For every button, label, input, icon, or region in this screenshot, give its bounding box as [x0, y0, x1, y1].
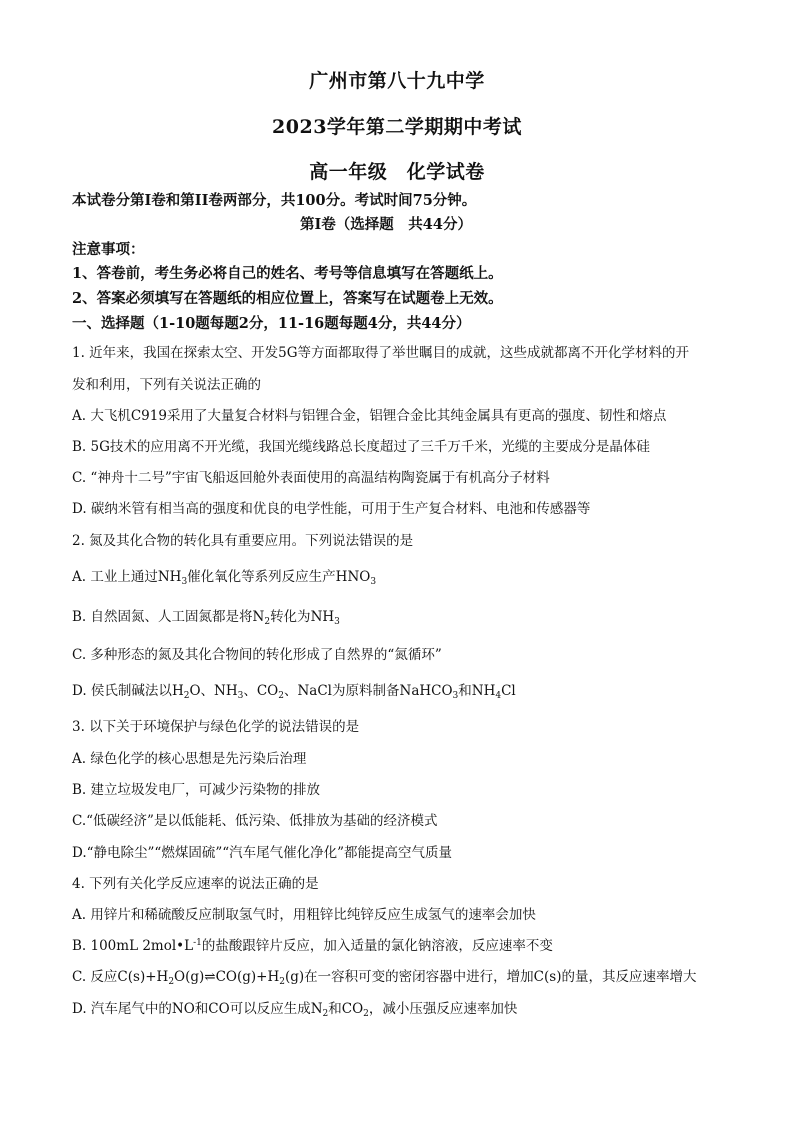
superscript: -1 [193, 938, 202, 948]
q4-stem: 4. 下列有关化学反应速率的说法正确的是 [72, 876, 319, 892]
part-title: 一、选择题（1-10题每题2分，11-16题每题4分，共44分） [72, 315, 471, 332]
formula-text: Cl [501, 683, 516, 699]
q4-d-text: D. 汽车尾气中的NO和CO可以反应生成N [72, 1001, 323, 1017]
q3-option-b: B. 建立垃圾发电厂，可减少污染物的排放 [72, 782, 321, 798]
q2-option-a [72, 565, 376, 585]
q2-option-c: C. 多种形态的氮及其化合物间的转化形成了自然界的“氮循环” [72, 647, 442, 663]
subscript: 2 [183, 691, 190, 701]
q1-stem-line1: 1. 近年来，我国在探索太空、开发5G等方面都取得了举世瞩目的成就，这些成就都离不开化学材料的开 [72, 345, 690, 361]
q1-stem-line2: 发和利用，下列有关说法正确的 [72, 377, 261, 393]
q4-option-a: A. 用锌片和稀硫酸反应制取氢气时，用粗锌比纯锌反应生成氢气的速率会加快 [72, 907, 536, 923]
subscript: 2 [264, 617, 271, 627]
q4-d-text: 和CO [328, 1001, 364, 1017]
formula-text: 、CO [243, 683, 279, 699]
notice-1: 1、答卷前，考生务必将自己的姓名、考号等信息填写在答题纸上。 [72, 265, 503, 282]
q3-stem: 3. 以下关于环境保护与绿色化学的说法错误的是 [72, 719, 360, 735]
q4-option-c [72, 965, 696, 985]
subscript: 2 [278, 691, 284, 701]
subscript: 3 [334, 617, 340, 627]
subscript: 3 [237, 691, 244, 701]
subject-title: 高一年级 化学试卷 [309, 161, 485, 183]
q2-b-text: 转化为 [270, 609, 311, 625]
q2-stem: 2. 氮及其化合物的转化具有重要应用。下列说法错误的是 [72, 533, 414, 549]
formula-nh4cl: NH [471, 683, 496, 699]
subscript: 3 [370, 577, 377, 587]
subscript: 2 [363, 1009, 369, 1019]
formula-text: O、NH [189, 683, 238, 699]
paper-note: 本试卷分第I卷和第II卷两部分，共100分。考试时间75分钟。 [72, 192, 477, 209]
q1-option-c: C. “神舟十二号”宇宙飞船返回舱外表面使用的高温结构陶瓷属于有机高分子材料 [72, 470, 550, 486]
q3-option-a: A. 绿色化学的核心思想是先污染后治理 [72, 751, 307, 767]
formula-text: 、NaCl [283, 683, 332, 699]
subscript: 3 [181, 577, 188, 587]
q1-option-a: A. 大飞机C919采用了大量复合材料与铝锂合金，铝锂合金比其纯金属具有更高的强度、韧性和熔点 [72, 408, 667, 424]
exam-title: 2023学年第二学期期中考试 [272, 116, 522, 138]
notice-title: 注意事项： [72, 241, 145, 258]
q2-a-text: 催化氧化等系列反应生产 [187, 569, 336, 585]
subscript: 2 [168, 977, 175, 987]
subscript: 2 [279, 977, 285, 987]
q2-d-text: 为原料制备 [332, 683, 400, 699]
q2-option-d [72, 679, 516, 699]
q4-d-text: ，减小压强反应速率加快 [368, 1001, 518, 1017]
formula-h2o: H [171, 683, 184, 699]
q4-c-text: (g)在一容积可变的密闭容器中进行，增加C(s)的量，其反应速率增大 [285, 969, 697, 985]
q2-b-text: B. 自然固氮、人工固氮都是将 [72, 609, 253, 625]
q3-option-d: D.“静电除尘”“燃煤固硫”“汽车尾气催化净化”都能提高空气质量 [72, 845, 453, 861]
notice-2: 2、答案必须填写在答题纸的相应位置上，答案写在试题卷上无效。 [72, 290, 503, 307]
q2-d-text: 和 [458, 683, 472, 699]
subscript: 4 [495, 691, 502, 701]
school-title: 广州市第八十九中学 [309, 70, 485, 92]
q4-c-text: C. 反应C(s)+H [72, 969, 169, 985]
q4-c-text: O(g)⇌CO(g)+H [174, 969, 280, 985]
formula-n2: N [252, 609, 265, 625]
q4-option-b [72, 934, 553, 954]
q4-b-text: B. 100mL 2mol•L [72, 938, 194, 954]
q1-option-d: D. 碳纳米管有相当高的强度和优良的电学性能，可用于生产复合材料、电池和传感器等 [72, 501, 591, 517]
q3-option-c: C.“低碳经济”是以低能耗、低污染、低排放为基础的经济模式 [72, 813, 438, 829]
section-title: 第I卷（选择题 共44分） [300, 216, 472, 233]
q2-option-b [72, 605, 340, 625]
q2-d-text: D. 侯氏制碱法以 [72, 683, 172, 699]
q1-option-b: B. 5G技术的应用离不开光缆，我国光缆线路总长度超过了三千万千米，光缆的主要成分是晶体硅 [72, 439, 650, 455]
formula-nh3: NH [157, 569, 182, 585]
q2-a-text: A. 工业上通过 [72, 569, 158, 585]
q4-option-d [72, 997, 517, 1017]
subscript: 2 [322, 1009, 329, 1019]
formula-nahco3: NaHCO [399, 683, 453, 699]
formula-hno3: HNO [335, 569, 371, 585]
subscript: 3 [452, 691, 459, 701]
q4-b-text: 的盐酸跟锌片反应，加入适量的氯化钠溶液，反应速率不变 [201, 938, 553, 954]
formula-nh3: NH [310, 609, 335, 625]
